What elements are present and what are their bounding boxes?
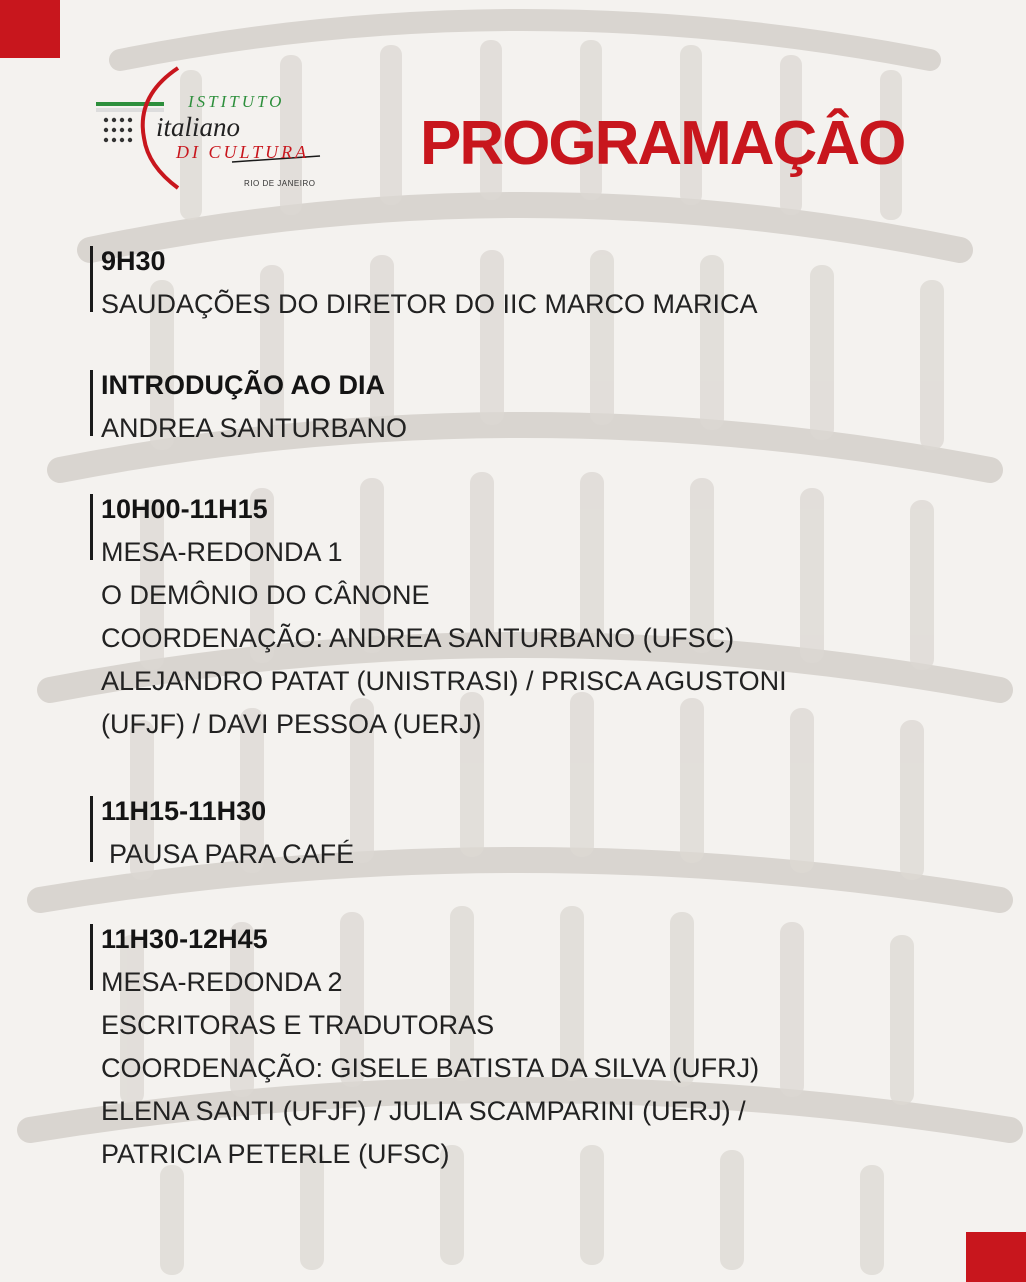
program-item-heading: 9H30 bbox=[101, 246, 166, 276]
red-corner-top-left bbox=[0, 0, 60, 58]
program-item-heading: INTRODUÇÃO AO DIA bbox=[101, 370, 385, 400]
program-item-line: ALEJANDRO PATAT (UNISTRASI) / PRISCA AGUSTONI bbox=[101, 666, 787, 696]
program-item-heading: 11H30-12H45 bbox=[101, 924, 268, 954]
program-item-line: (UFJF) / DAVI PESSOA (UERJ) bbox=[101, 709, 482, 739]
program-item-line: SAUDAÇÕES DO DIRETOR DO IIC MARCO MARICA bbox=[101, 289, 758, 319]
program-item-line: PAUSA PARA CAFÉ bbox=[109, 839, 355, 869]
program-item bbox=[90, 790, 970, 876]
iic-logo bbox=[92, 66, 332, 196]
program-item-line: PATRICIA PETERLE (UFSC) bbox=[101, 1139, 450, 1169]
program-item-line: MESA-REDONDA 2 bbox=[101, 967, 343, 997]
program-item-line: O DEMÔNIO DO CÂNONE bbox=[101, 580, 430, 610]
page-title: PROGRAMAÇÂO bbox=[420, 109, 905, 178]
program-item-line: MESA-REDONDA 1 bbox=[101, 537, 343, 567]
program-item-line: ESCRITORAS E TRADUTORAS bbox=[101, 1010, 495, 1040]
logo-line-rio-de-janeiro: RIO DE JANEIRO bbox=[244, 179, 316, 188]
program-item bbox=[90, 488, 970, 746]
program-item-line: COORDENAÇÃO: GISELE BATISTA DA SILVA (UFRJ) bbox=[101, 1053, 760, 1083]
program-item bbox=[90, 240, 970, 326]
program-item bbox=[90, 364, 970, 450]
logo-line-istituto: ISTITUTO bbox=[188, 92, 285, 111]
program-item-line: ANDREA SANTURBANO bbox=[101, 413, 408, 443]
program-schedule bbox=[90, 240, 970, 1214]
logo-line-di-cultura: DI CULTURA bbox=[176, 142, 310, 162]
program-item bbox=[90, 918, 970, 1176]
program-item-heading: 10H00-11H15 bbox=[101, 494, 268, 524]
red-corner-bottom-right bbox=[966, 1232, 1026, 1282]
program-item-line: COORDENAÇÃO: ANDREA SANTURBANO (UFSC) bbox=[101, 623, 735, 653]
logo-line-italiano: italiano bbox=[156, 112, 241, 142]
program-item-heading: 11H15-11H30 bbox=[101, 796, 267, 826]
program-item-line: ELENA SANTI (UFJF) / JULIA SCAMPARINI (UERJ) / bbox=[101, 1096, 746, 1126]
